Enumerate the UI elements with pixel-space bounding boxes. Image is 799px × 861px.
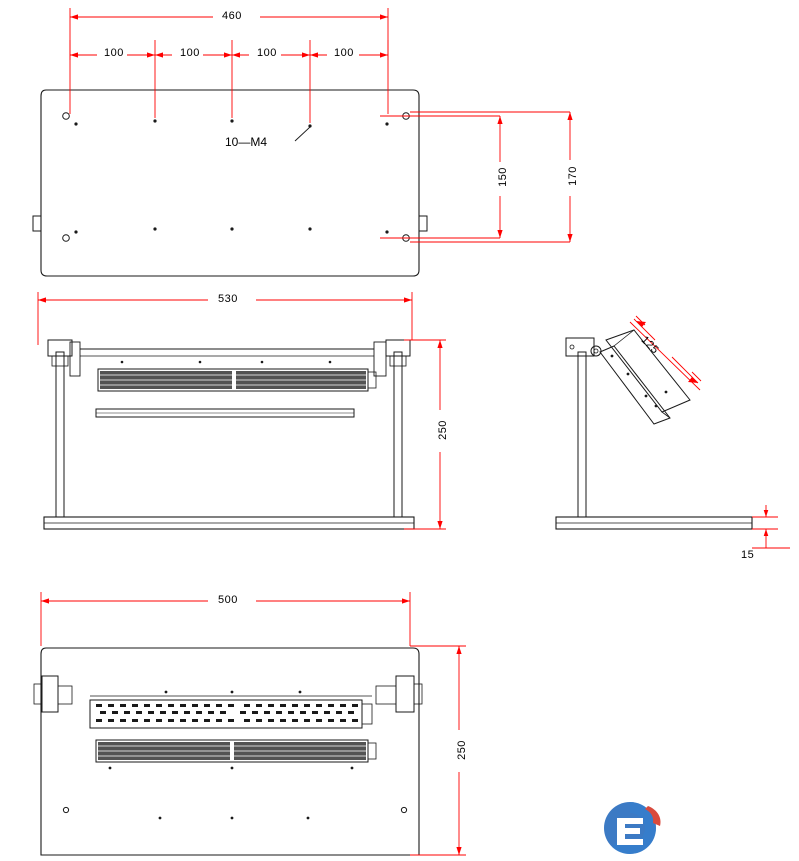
hole-dot	[385, 122, 388, 125]
hole-dot	[153, 227, 156, 230]
right-mount-tab	[414, 684, 422, 704]
dim-125: 125	[638, 334, 662, 357]
company-logo	[604, 802, 661, 854]
left-clamp-lower	[52, 356, 68, 366]
dim-150: 150	[496, 167, 509, 187]
hole-dot	[299, 691, 302, 694]
hole-dot	[261, 361, 264, 364]
hole-dot	[74, 122, 77, 125]
pivot-joint	[591, 346, 601, 356]
lower-heater-end-cap	[368, 743, 376, 759]
hole-dot	[153, 119, 156, 122]
front-view-dimensions	[38, 292, 446, 529]
hole-dot	[307, 817, 310, 820]
bottom-view-dimensions	[41, 592, 466, 855]
hole-dot	[159, 817, 162, 820]
pivot-center	[594, 349, 598, 353]
left-clamp	[48, 340, 72, 356]
heater-hatch	[100, 371, 366, 389]
hole-dot	[230, 119, 233, 122]
plate-left-tab	[33, 216, 41, 231]
dim-170: 170	[566, 166, 579, 186]
dim-500: 500	[218, 594, 238, 606]
right-inner-block	[376, 686, 396, 704]
dim-100-2: 100	[180, 47, 200, 59]
dim-15: 15	[741, 549, 755, 561]
hole-dot	[231, 767, 234, 770]
hole-dot	[109, 767, 112, 770]
hole-dot	[231, 691, 234, 694]
right-clamp-lower	[390, 356, 406, 366]
left-inner-block	[58, 686, 72, 704]
left-post	[56, 352, 64, 517]
hole-dot	[230, 227, 233, 230]
hole-dot	[231, 817, 234, 820]
dim-460: 460	[222, 10, 242, 22]
hole	[63, 113, 70, 120]
heater-end-cap	[368, 372, 376, 388]
perforation-pattern	[96, 704, 358, 722]
dim-100-4: 100	[334, 47, 354, 59]
bottom-view-assembly	[34, 648, 422, 855]
hole-dot	[199, 361, 202, 364]
right-clamp	[386, 340, 410, 356]
hole-dot	[121, 361, 124, 364]
right-post	[394, 352, 402, 517]
hole-dot	[329, 361, 332, 364]
right-mount-block	[396, 676, 414, 712]
panel-end-cap	[362, 704, 372, 724]
side-view-stand	[556, 330, 752, 529]
hole-dot	[165, 691, 168, 694]
top-view-plate	[33, 90, 427, 276]
hole	[63, 235, 70, 242]
callout-leader	[295, 127, 310, 141]
left-mount-block	[42, 676, 58, 712]
plate-right-tab	[419, 216, 427, 231]
hole-dot	[74, 230, 77, 233]
hole	[401, 807, 406, 812]
dim-100-1: 100	[104, 47, 124, 59]
top-view-dimensions	[70, 8, 573, 242]
dim-250-front: 250	[436, 420, 449, 440]
lower-heater-hatch	[98, 742, 366, 760]
hole	[63, 807, 68, 812]
dim-100-3: 100	[257, 47, 277, 59]
dim-530: 530	[218, 293, 238, 305]
hole-dot	[308, 227, 311, 230]
front-view-stand	[44, 340, 414, 529]
plate-outline	[41, 90, 419, 276]
hole-dot	[351, 767, 354, 770]
right-bracket	[374, 342, 386, 376]
clamp-bolt	[570, 345, 574, 349]
dim-250-bottom: 250	[455, 740, 468, 760]
callout-10-m4: 10—M4	[225, 135, 268, 149]
hole-dot	[385, 230, 388, 233]
side-post	[578, 352, 586, 517]
